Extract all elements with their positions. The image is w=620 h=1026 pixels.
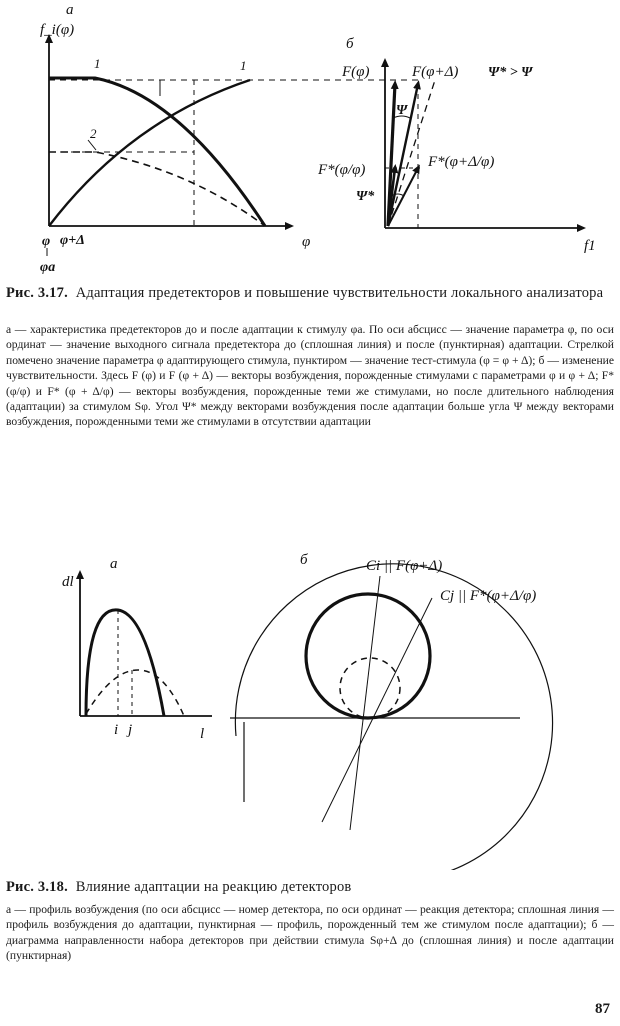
fig317a-panel-label: a xyxy=(66,2,74,18)
fig318a-profile-dashed xyxy=(86,670,184,716)
fig318b-label-cj: Cj || F*(φ+Δ/φ) xyxy=(440,588,537,604)
fig317a-tick-phi-delta: φ+Δ xyxy=(60,233,85,248)
fig318-caption-title xyxy=(6,878,614,897)
fig317-caption-body: а — характеристика предетекторов до и после адаптации к стимулу φa. По оси абсцисс — значение параметра φ, по оси ординат — значение выходного сигнала предетектора до (сплошная линия) и после (пунктирная) адаптации. Стрелкой помечено значение параметра φ адаптирующего стимула, пунктиром — значение тест-стимула (φ = φ + Δ); б — изменение чувствительности. Здесь F (φ) и F (φ + Δ) — векторы возбуждения, порожденные стимулами с параметрами φ и φ + Δ; F* (φ/φ) и F* (φ + Δ/φ) — векторы возбуждения, порожденные теми же стимулами, но после длительного наблюдения (адаптации) за стимулом Sφ. Угол Ψ* между векторами возбуждения после адаптации больше угла Ψ между векторами возбуждения, порожденными теми же стимулами в отсутствии адаптации xyxy=(6,323,614,429)
fig317b-label-relation: Ψ* > Ψ xyxy=(488,65,533,80)
fig318-caption-title-text: Влияние адаптации на реакцию детекторов xyxy=(75,879,352,895)
fig318-panel-b xyxy=(230,552,553,870)
fig317a-y-axis-label: f_i(φ) xyxy=(40,22,75,38)
fig318b-label-ci: Ci || F(φ+Δ) xyxy=(366,558,443,574)
fig317b-label-F-star-delta: F*(φ+Δ/φ) xyxy=(428,154,495,170)
fig317b-label-F: F(φ) xyxy=(342,64,370,80)
fig318a-profile-solid xyxy=(86,610,164,716)
fig317a-leader-2 xyxy=(88,140,96,150)
fig317-caption-number: Рис. 3.17. xyxy=(6,285,68,301)
fig318b-outer-circle xyxy=(235,564,552,870)
fig317b-label-psi: Ψ xyxy=(396,103,408,118)
figure-3-17-drawing xyxy=(0,0,620,275)
fig318a-x-axis-label: l xyxy=(200,726,205,742)
fig318a-tick-i: i xyxy=(114,722,119,738)
fig317-caption-title-text: Адаптация предетекторов и повышение чувствительности локального анализатора xyxy=(75,285,604,301)
fig317a-curve-label-2: 2 xyxy=(90,126,97,141)
fig317-panel-a xyxy=(40,2,418,275)
page-number: 87 xyxy=(595,1001,610,1017)
fig318-panel-a xyxy=(62,556,212,742)
fig318b-panel-label: б xyxy=(300,552,308,568)
fig317a-tick-phi: φ xyxy=(42,234,51,249)
fig318a-panel-label: а xyxy=(110,556,118,572)
fig318-caption-number: Рис. 3.18. xyxy=(6,879,68,895)
fig318b-solid-circle xyxy=(306,594,430,718)
fig317a-tick-phi-a: φa xyxy=(40,260,56,275)
figure-3-17 xyxy=(0,0,620,275)
fig318b-line-ci xyxy=(350,576,380,830)
fig317-panel-b xyxy=(317,36,596,254)
fig318-caption-body: а — профиль возбуждения (по оси абсцисс — номер детектора, по оси ординат — реакция детектора; сплошная линия — профиль возбуждения до адаптации, пунктирная — профиль, порожденный тем же стимулом после адаптации); б — диаграмма направленности набора детекторов при действии стимула Sφ+Δ до (сплошная линия) и после адаптации (пунктирная) xyxy=(6,903,614,963)
fig317b-label-psi-star: Ψ* xyxy=(356,189,375,204)
fig317b-x-axis-label: f1 xyxy=(584,238,596,254)
fig317-caption-title xyxy=(6,284,614,303)
fig318a-y-axis-label: dl xyxy=(62,574,74,590)
fig318a-tick-j: j xyxy=(128,722,133,738)
fig317b-panel-label: б xyxy=(346,36,354,52)
figure-3-18 xyxy=(0,540,620,870)
fig317a-curve-label-1b: 1 xyxy=(240,58,247,73)
fig318b-dashed-circle xyxy=(340,658,400,718)
fig317a-x-axis-label: φ xyxy=(302,234,311,250)
fig317b-label-F-star: F*(φ/φ) xyxy=(318,162,366,178)
figure-3-18-drawing xyxy=(0,540,620,870)
fig317b-label-F-delta: F(φ+Δ) xyxy=(412,64,459,80)
fig317a-curve-label-1a: 1 xyxy=(94,56,101,71)
